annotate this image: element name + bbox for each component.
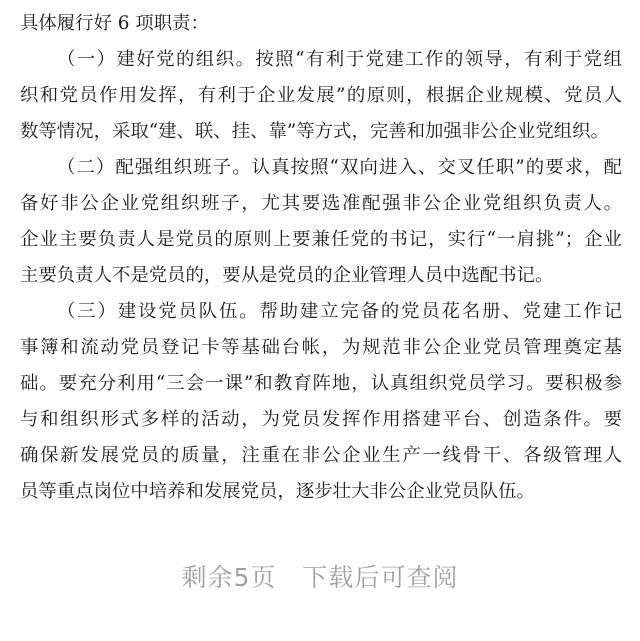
item-2-line-1: （二）配强组织班子。认真按照“双向进入、交叉任职”的要求，配 [57, 157, 622, 178]
item-1-line-3: 数等情况，采取“建、联、挂、靠”等方式，完善和加强非公企业党组织。 [20, 121, 609, 142]
item-3-line-4: 与和组织形式多样的活动，为党员发挥作用搭建平台、创造条件。要 [20, 409, 622, 430]
item-3-line-1: （三）建设党员队伍。帮助建立完备的党员花名册、党建工作记 [57, 301, 622, 322]
item-2-line-4: 主要负责人不是党员的，要从是党员的企业管理人员中选配书记。 [20, 265, 554, 286]
item-1-line-1: （一）建好党的组织。按照“有利于党建工作的领导，有利于党组 [57, 49, 622, 70]
item-3-line-6: 员等重点岗位中培养和发展党员，逐步壮大非公企业党员队伍。 [20, 481, 535, 502]
remaining-pages-text[interactable]: 剩余5页 下载后可查阅 [181, 563, 459, 592]
item-3-line-2: 事簿和流动党员登记卡等基础台帐，为规范非公企业党员管理奠定基 [20, 337, 622, 358]
remaining-pages-banner[interactable] [0, 548, 640, 608]
item-3-line-5: 确保新发展党员的质量，注重在非公企业生产一线骨干、各级管理人 [20, 445, 622, 466]
item-3-line-3: 础。要充分利用“三会一课”和教育阵地，认真组织党员学习。要积极参 [20, 373, 622, 394]
item-2-line-3: 企业主要负责人是党员的原则上要兼任党的书记，实行“一肩挑”；企业 [20, 229, 622, 250]
intro-line: 具体履行好 6 项职责： [20, 13, 209, 34]
item-1-line-2: 织和党员作用发挥，有利于企业发展”的原则，根据企业规模、党员人 [20, 85, 622, 106]
document-body [20, 6, 622, 510]
item-2-line-2: 备好非公企业党组织班子，尤其要选准配强非公企业党组织负责人。 [20, 193, 622, 214]
